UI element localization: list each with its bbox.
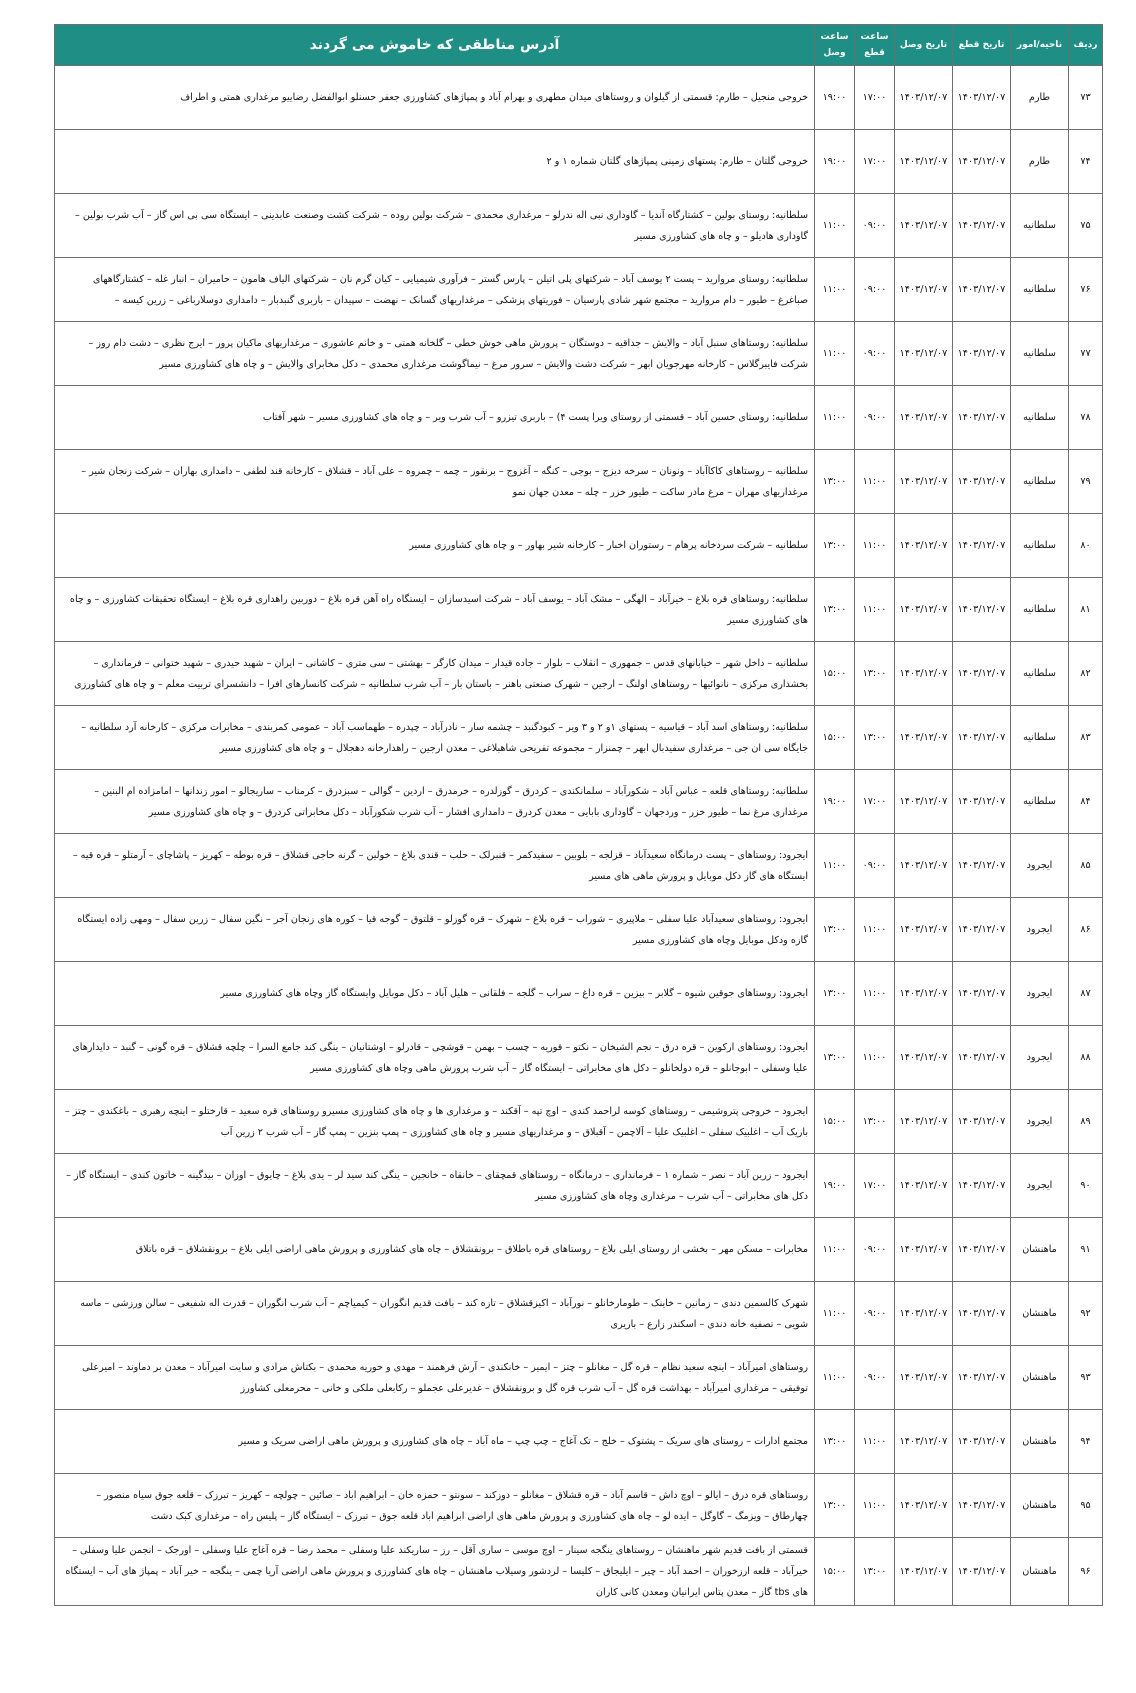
row-connect-time: ۱۳:۰۰ xyxy=(815,1026,855,1090)
row-cut-time: ۱۷:۰۰ xyxy=(855,770,895,834)
row-cut-time: ۰۹:۰۰ xyxy=(855,322,895,386)
row-cut-date: ۱۴۰۳/۱۲/۰۷ xyxy=(953,1090,1011,1154)
row-cut-date: ۱۴۰۳/۱۲/۰۷ xyxy=(953,1282,1011,1346)
row-cut-time: ۱۱:۰۰ xyxy=(855,1410,895,1474)
row-region: سلطانیه xyxy=(1011,514,1069,578)
row-number: ۸۲ xyxy=(1069,642,1103,706)
row-cut-date: ۱۴۰۳/۱۲/۰۷ xyxy=(953,1538,1011,1606)
row-number: ۸۸ xyxy=(1069,1026,1103,1090)
row-cut-date: ۱۴۰۳/۱۲/۰۷ xyxy=(953,706,1011,770)
row-cut-time: ۱۱:۰۰ xyxy=(855,514,895,578)
row-address: قسمتی از بافت قدیم شهر ماهنشان – روستاهای ینگجه سینار – اوچ موسی – ساری آقل – رز – ساریکند علیا وسفلی – محمد رضا – قره آغاج علیا وسفلی – اورجک – انجمن علیا وسفلی – خیرآباد – قلعه ارزخوران – احمد آباد – چیر – ایلیجاق – کلیسا – لردشور وسیلاب ماهنشان – چاه های کشاورزی و پرورش ماهی اراضی آریا چمی – ینگجه – خیر آباد – پمپاژ های آب – ایستگاه های tbs گاز – معدن پتاس ایرانیان ومعدن کانی کاران xyxy=(55,1538,815,1606)
row-number: ۹۵ xyxy=(1069,1474,1103,1538)
row-connect-time: ۱۳:۰۰ xyxy=(815,578,855,642)
row-connect-date: ۱۴۰۳/۱۲/۰۷ xyxy=(895,66,953,130)
row-connect-time: ۱۱:۰۰ xyxy=(815,258,855,322)
row-cut-date: ۱۴۰۳/۱۲/۰۷ xyxy=(953,450,1011,514)
row-number: ۷۳ xyxy=(1069,66,1103,130)
row-region: سلطانیه xyxy=(1011,450,1069,514)
row-connect-time: ۱۳:۰۰ xyxy=(815,962,855,1026)
table-row xyxy=(55,386,1103,450)
row-number: ۷۸ xyxy=(1069,386,1103,450)
row-connect-date: ۱۴۰۳/۱۲/۰۷ xyxy=(895,130,953,194)
row-number: ۹۱ xyxy=(1069,1218,1103,1282)
row-cut-time: ۱۳:۰۰ xyxy=(855,642,895,706)
row-address: سلطانیه: روستای بولین – کشتارگاه آندیا – گاوداری نبی اله ندرلو – مرغداری محمدی – شرکت بولین روده – شرکت کشت وصنعت عابدینی – ایستگاه سی بی اس گاز – آب شرب بولین – گاوداری هادیلو – و چاه های کشاورزی مسیر xyxy=(55,194,815,258)
table-row xyxy=(55,450,1103,514)
row-cut-date: ۱۴۰۳/۱۲/۰۷ xyxy=(953,770,1011,834)
row-connect-date: ۱۴۰۳/۱۲/۰۷ xyxy=(895,514,953,578)
row-connect-date: ۱۴۰۳/۱۲/۰۷ xyxy=(895,322,953,386)
row-address: سلطانیه: روستای مروارید – پست ۲ یوسف آباد – شرکتهای پلی اتیلن – پارس گستر – فرآوری شیمیایی – کیان گرم نان – شرکتهای الیاف هامون – حامیران – انبار غله – کشتارگاههای صباغرغ – طیور – دام مروارید – مجتمع شهر شادی پارسیان – فوریتهای پزشکی – مرغداریهای گسانک – نهضت – سپیدان – باربری گنبدبار – دامداری دوسلارباغی – زرین کیسه – xyxy=(55,258,815,322)
row-number: ۹۴ xyxy=(1069,1410,1103,1474)
row-cut-time: ۱۱:۰۰ xyxy=(855,962,895,1026)
row-address: سلطانیه – شرکت سردخانه پرهام – رستوران اخبار – کارخانه شیر بهاور – و چاه های کشاورزی مسیر xyxy=(55,514,815,578)
row-address: سلطانیه: روستاهای قلعه – عباس آباد – شکورآباد – سلمانکندی – کردرق – گوزلدره – خرمدرق – اردین – گوالی – سبزدرق – کرمناب – ساریجالو – امور زندانها – امامزاده ام البنین – مرغداری مرغ نما – طیور خزر – وردجهان – گاوداری بابایی – معدن کردرق – دامداری افشار – آب شرب شکورآباد – دکل مخابراتی کردرق – و چاه های کشاورزی مسیر xyxy=(55,770,815,834)
table-row xyxy=(55,258,1103,322)
outage-table xyxy=(54,24,1103,1606)
row-cut-time: ۰۹:۰۰ xyxy=(855,1282,895,1346)
row-region: ایجرود xyxy=(1011,1090,1069,1154)
row-cut-time: ۰۹:۰۰ xyxy=(855,194,895,258)
table-row xyxy=(55,770,1103,834)
table-row xyxy=(55,1538,1103,1606)
row-address: مجتمع ادارات – روستای های سریک – پشتوک – خلج – تک آغاج – چپ چپ – ماه آباد – چاه های کشاورزی و پرورش ماهی اراضی سریک و مسیر xyxy=(55,1410,815,1474)
row-cut-date: ۱۴۰۳/۱۲/۰۷ xyxy=(953,578,1011,642)
row-number: ۸۶ xyxy=(1069,898,1103,962)
row-connect-time: ۱۳:۰۰ xyxy=(815,1474,855,1538)
row-cut-date: ۱۴۰۳/۱۲/۰۷ xyxy=(953,1154,1011,1218)
table-row xyxy=(55,578,1103,642)
row-connect-date: ۱۴۰۳/۱۲/۰۷ xyxy=(895,1538,953,1606)
row-connect-time: ۱۱:۰۰ xyxy=(815,386,855,450)
row-cut-date: ۱۴۰۳/۱۲/۰۷ xyxy=(953,834,1011,898)
header-row-no: ردیف xyxy=(1069,25,1103,66)
table-row xyxy=(55,1410,1103,1474)
row-address: ایجرود – زرین آباد – نصر – شماره ۱ – فرمانداری – درمانگاه – روستاهای قمچقای – خانقاه – خانجین – ینگی کند سید لر – یدی بلاغ – چایوق – اوزان – بیدگینه – خاتون کندی – ایستگاه گاز – دکل های مخابراتی – آب شرب – مرغداری وچاه های کشاورزی مسیر xyxy=(55,1154,815,1218)
row-cut-time: ۱۳:۰۰ xyxy=(855,1538,895,1606)
header-region: ناحیه/امور xyxy=(1011,25,1069,66)
row-region: سلطانیه xyxy=(1011,642,1069,706)
row-region: طارم xyxy=(1011,66,1069,130)
row-connect-date: ۱۴۰۳/۱۲/۰۷ xyxy=(895,1474,953,1538)
row-address: سلطانیه: روستاهای قره بلاغ – خیرآباد – الهگی – مشک آباد – یوسف آباد – شرکت اسیدسازان – ایستگاه راه آهن قره بلاغ – دوربین راهداری قره بلاغ – ایستگاه تحقیقات کشاورزی – و چاه های کشاورزی مسیر xyxy=(55,578,815,642)
row-connect-time: ۱۵:۰۰ xyxy=(815,1090,855,1154)
row-number: ۷۴ xyxy=(1069,130,1103,194)
row-connect-date: ۱۴۰۳/۱۲/۰۷ xyxy=(895,898,953,962)
row-number: ۸۳ xyxy=(1069,706,1103,770)
outage-schedule xyxy=(54,24,1102,1606)
row-connect-time: ۱۹:۰۰ xyxy=(815,66,855,130)
row-cut-time: ۱۷:۰۰ xyxy=(855,130,895,194)
row-region: ماهنشان xyxy=(1011,1474,1069,1538)
row-address: سلطانیه: روستاهای سنبل آباد – والایش – جداقیه – دوستگان – پرورش ماهی خوش خطی – گلخانه همتی – و خانم عاشوری – مرغداریهای ماکیان پرور – ایرج نظری – دشت دام روز – شرکت فایبرگلاس – کارخانه مهرجویان ابهر – شرکت دشت والایش – سرور مرغ – نیماگوشت مرغداری محمدی – دکل مخابرای والایش – و چاه های کشاورزی مسیر xyxy=(55,322,815,386)
row-connect-date: ۱۴۰۳/۱۲/۰۷ xyxy=(895,258,953,322)
row-connect-date: ۱۴۰۳/۱۲/۰۷ xyxy=(895,834,953,898)
table-row xyxy=(55,642,1103,706)
row-address: سلطانیه – روستاهای کاکاآباد – ونونان – سرخه دیزج – بوجی – کنگه – آغزوج – برنقور – چمه – چمروه – علی آباد – قشلاق – کارخانه قند لطفی – دامداری بهاران – شرکت زنجان شیر – مرغداریهای مهران – مرغ مادر ساکت – طیور خزر – چله – معدن جهان نمو xyxy=(55,450,815,514)
row-connect-date: ۱۴۰۳/۱۲/۰۷ xyxy=(895,962,953,1026)
row-region: ماهنشان xyxy=(1011,1410,1069,1474)
row-number: ۹۳ xyxy=(1069,1346,1103,1410)
row-connect-date: ۱۴۰۳/۱۲/۰۷ xyxy=(895,1026,953,1090)
header-cut-date: تاریخ قطع xyxy=(953,25,1011,66)
row-connect-time: ۱۳:۰۰ xyxy=(815,898,855,962)
row-region: سلطانیه xyxy=(1011,258,1069,322)
row-cut-time: ۰۹:۰۰ xyxy=(855,258,895,322)
table-row xyxy=(55,130,1103,194)
row-cut-time: ۱۱:۰۰ xyxy=(855,1474,895,1538)
row-address: ایجرود: روستاهای – پست درمانگاه سعیدآباد – قزلجه – بلوبین – سفیدکمر – قنبرلک – حلب – قندی بلاغ – خولین – گرنه حاجی قشلاق – قره بوطه – کهریز – پاشاچای – آرمتلو – قره قیه – ایستگاه های گاز دکل موبایل و پرورش ماهی های مسیر xyxy=(55,834,815,898)
row-connect-time: ۱۵:۰۰ xyxy=(815,1538,855,1606)
row-cut-date: ۱۴۰۳/۱۲/۰۷ xyxy=(953,642,1011,706)
row-region: ماهنشان xyxy=(1011,1282,1069,1346)
row-connect-date: ۱۴۰۳/۱۲/۰۷ xyxy=(895,642,953,706)
row-region: سلطانیه xyxy=(1011,386,1069,450)
row-connect-time: ۱۵:۰۰ xyxy=(815,706,855,770)
row-address: شهرک کالسمین دندی – زمانین – خاینک – طومارخانلو – نورآباد – اکیزقشلاق – تازه کند – بافت قدیم انگوران – کیمیاچم – آب شرب انگوران – قدرت اله شفیعی – سالن ورزشی – ماسه شویی – تصفیه خانه دندی – اسکندر زارع – باریری xyxy=(55,1282,815,1346)
row-connect-date: ۱۴۰۳/۱۲/۰۷ xyxy=(895,1218,953,1282)
row-address: سلطانیه – داخل شهر – خیابانهای قدس – جمهوری – انقلاب – بلوار – جاده قیدار – میدان کارگر – بهشتی – سی متری – کاشانی – ایران – شهید حیدری – شهید ختوانی – فرمانداری – بخشداری مرکزی – نانوائیها – روستاهای اولنگ – ارجین – شهرک صنعتی باهنر – باستان بار – آب شرب سلطانیه – شرکت کانسارهای افرا – دانشسرای تربیت معلم – و چاه های کشاورزی xyxy=(55,642,815,706)
row-cut-date: ۱۴۰۳/۱۲/۰۷ xyxy=(953,1218,1011,1282)
row-cut-time: ۰۹:۰۰ xyxy=(855,1218,895,1282)
table-row xyxy=(55,1090,1103,1154)
row-connect-time: ۱۱:۰۰ xyxy=(815,194,855,258)
row-number: ۸۹ xyxy=(1069,1090,1103,1154)
row-connect-time: ۱۱:۰۰ xyxy=(815,834,855,898)
row-cut-time: ۱۷:۰۰ xyxy=(855,1154,895,1218)
row-cut-date: ۱۴۰۳/۱۲/۰۷ xyxy=(953,66,1011,130)
table-row xyxy=(55,1346,1103,1410)
table-row xyxy=(55,1474,1103,1538)
row-address: سلطانیه: روستاهای اسد آباد – قیاسیه – پستهای ۱و ۲ و ۳ ویر – کبودگنبد – چشمه سار – نادرآباد – چپدره – طهماسب آباد – عمومی کمربندی – مخابرات مرکزی – کارخانه آرد سلطانیه – جایگاه سی ان جی – مرغداری سفیدبال ابهر – چمنزار – مجموعه تفریحی شاهبلاغی – معدن ارجین – راهدارخانه دهجلال – و چاه های کشاورزی مسیر xyxy=(55,706,815,770)
row-number: ۸۰ xyxy=(1069,514,1103,578)
table-body xyxy=(55,66,1103,1606)
table-row xyxy=(55,66,1103,130)
table-row xyxy=(55,834,1103,898)
row-region: ماهنشان xyxy=(1011,1346,1069,1410)
row-connect-date: ۱۴۰۳/۱۲/۰۷ xyxy=(895,1282,953,1346)
row-cut-date: ۱۴۰۳/۱۲/۰۷ xyxy=(953,1474,1011,1538)
row-cut-time: ۰۹:۰۰ xyxy=(855,834,895,898)
row-region: سلطانیه xyxy=(1011,706,1069,770)
row-cut-time: ۱۱:۰۰ xyxy=(855,1026,895,1090)
row-region: ایجرود xyxy=(1011,898,1069,962)
header-address: آدرس مناطقی که خاموش می گردند xyxy=(55,25,815,66)
row-number: ۷۵ xyxy=(1069,194,1103,258)
row-address: سلطانیه: روستای حسین آباد – قسمتی از روستای ویرا پست ۴) – باربری تیزرو – آب شرب ویر – و چاه های کشاورزی مسیر – شهر آفتاب xyxy=(55,386,815,450)
row-cut-time: ۱۳:۰۰ xyxy=(855,706,895,770)
row-cut-date: ۱۴۰۳/۱۲/۰۷ xyxy=(953,1026,1011,1090)
row-connect-time: ۱۳:۰۰ xyxy=(815,450,855,514)
row-cut-time: ۰۹:۰۰ xyxy=(855,386,895,450)
row-connect-time: ۱۹:۰۰ xyxy=(815,770,855,834)
header-connect-date: تاریخ وصل xyxy=(895,25,953,66)
row-region: سلطانیه xyxy=(1011,770,1069,834)
row-address: ایجرود – خروجی پتروشیمی – روستاهای کوسه لراحمد کندی – اوچ تپه – آقکند – و مرغداری ها و چاه های کشاورزی مسیرو روستاهای قره سعید – قارختلو – اینچه رهبری – باغکندی – چتز – باریک آب – اغلبیک سفلی – اغلبیک علیا – آلاچمن – آقبلاق – و مرغداریهای مسیر و چاه های کشاورزی – پمپ بنزین – پمپ گاز – آب شرب ۲ زرین آب xyxy=(55,1090,815,1154)
row-cut-date: ۱۴۰۳/۱۲/۰۷ xyxy=(953,386,1011,450)
row-address: روستاهای قره درق – ایالو – اوچ داش – قاسم آباد – قره قشلاق – مغانلو – دوزکند – سونتو – حمزه خان – ابراهیم اباد – صائین – چولچه – کهریز – تبرزک – قلعه جوق سیاه منصور – چهارطاق – ویزمگ – گاوگل – ایده لو – چاه های کشاورزی و پرورش ماهی های اراضی ابراهیم اباد قلعه جوق – تبرزک – ایستگاه گاز – پلیس راه – مرغداری کبک دشت xyxy=(55,1474,815,1538)
row-connect-time: ۱۵:۰۰ xyxy=(815,642,855,706)
table-row xyxy=(55,1218,1103,1282)
row-region: سلطانیه xyxy=(1011,578,1069,642)
row-connect-time: ۱۱:۰۰ xyxy=(815,1218,855,1282)
row-connect-time: ۱۹:۰۰ xyxy=(815,130,855,194)
row-cut-date: ۱۴۰۳/۱۲/۰۷ xyxy=(953,1346,1011,1410)
row-connect-date: ۱۴۰۳/۱۲/۰۷ xyxy=(895,194,953,258)
row-cut-time: ۰۹:۰۰ xyxy=(855,1346,895,1410)
row-cut-time: ۱۱:۰۰ xyxy=(855,450,895,514)
table-row xyxy=(55,514,1103,578)
table-row xyxy=(55,194,1103,258)
table-row xyxy=(55,1026,1103,1090)
row-address: خروجی منجیل – طارم: قسمتی از گیلوان و روستاهای میدان مطهری و بهرام آباد و پمپاژهای کشاورزی جعفر حسنلو ابوالفضل رضاییو مرغداری همتی و اطراف xyxy=(55,66,815,130)
row-address: ایجرود: روستاهای ارکوین – قره درق – نجم الشیخان – نکتو – قوریه – چسب – بهمن – قوشچی – قادرلو – اوشتانیان – ینگی کند جامع السرا – چلچه قشلاق – قره گونی – گنبد – دایدارهای علیا وسفلی – ابوجانلو – قره دولخانلو – دکل های مخابراتی – ایستگاه گاز – آب شرب پرورش ماهی وچاه های کشاورزی مسیر xyxy=(55,1026,815,1090)
row-connect-date: ۱۴۰۳/۱۲/۰۷ xyxy=(895,578,953,642)
row-region: سلطانیه xyxy=(1011,194,1069,258)
row-region: سلطانیه xyxy=(1011,322,1069,386)
table-row xyxy=(55,962,1103,1026)
row-connect-date: ۱۴۰۳/۱۲/۰۷ xyxy=(895,1410,953,1474)
row-cut-time: ۱۱:۰۰ xyxy=(855,898,895,962)
table-row xyxy=(55,898,1103,962)
header-connect-time: ساعت وصل xyxy=(815,25,855,66)
row-cut-date: ۱۴۰۳/۱۲/۰۷ xyxy=(953,962,1011,1026)
row-address: روستاهای امیرآباد – اینچه سعید نظام – قره گل – مغانلو – چتز – ایمیر – خانکندی – آرش فرهمند – مهدی و حوریه محمدی – بکتاش مرادی و سایت امیرآباد – معدن بر دماوند – امیرعلی توفیقی – مرغداری امیرآباد – بهداشت قره گل – آب شرب قره گل و برونقشلاق – غدیرعلی عجملو – رکابعلی ملکی و خانی – محرمعلی کشاورز xyxy=(55,1346,815,1410)
row-connect-time: ۱۳:۰۰ xyxy=(815,1410,855,1474)
row-cut-time: ۱۷:۰۰ xyxy=(855,66,895,130)
row-region: ایجرود xyxy=(1011,1154,1069,1218)
row-region: ایجرود xyxy=(1011,834,1069,898)
row-number: ۷۷ xyxy=(1069,322,1103,386)
row-address: ایجرود: روستاهای سعیدآباد علیا سفلی – ملاپیری – شوراب – قره بلاغ – شهرک – قره گوزلو – قلتوق – گوجه قیا – کوره های زنجان آجر – نگین سفال – زرین سفال – ومهی زاده ایستگاه گازه ودکل موبایل وچاه های کشاورزی مسیر xyxy=(55,898,815,962)
row-region: ایجرود xyxy=(1011,1026,1069,1090)
row-cut-date: ۱۴۰۳/۱۲/۰۷ xyxy=(953,1410,1011,1474)
table-row xyxy=(55,706,1103,770)
row-cut-date: ۱۴۰۳/۱۲/۰۷ xyxy=(953,130,1011,194)
row-connect-time: ۱۱:۰۰ xyxy=(815,1282,855,1346)
row-cut-date: ۱۴۰۳/۱۲/۰۷ xyxy=(953,194,1011,258)
row-cut-date: ۱۴۰۳/۱۲/۰۷ xyxy=(953,258,1011,322)
row-connect-time: ۱۹:۰۰ xyxy=(815,1154,855,1218)
row-number: ۸۴ xyxy=(1069,770,1103,834)
table-row xyxy=(55,322,1103,386)
row-connect-date: ۱۴۰۳/۱۲/۰۷ xyxy=(895,706,953,770)
row-number: ۹۲ xyxy=(1069,1282,1103,1346)
row-address: خروجی گلتان – طارم: پستهای زمینی پمپاژهای گلتان شماره ۱ و ۲ xyxy=(55,130,815,194)
row-cut-time: ۱۳:۰۰ xyxy=(855,1090,895,1154)
row-connect-date: ۱۴۰۳/۱۲/۰۷ xyxy=(895,770,953,834)
row-connect-date: ۱۴۰۳/۱۲/۰۷ xyxy=(895,386,953,450)
row-number: ۹۶ xyxy=(1069,1538,1103,1606)
row-number: ۸۷ xyxy=(1069,962,1103,1026)
row-cut-date: ۱۴۰۳/۱۲/۰۷ xyxy=(953,322,1011,386)
table-row xyxy=(55,1154,1103,1218)
row-connect-time: ۱۱:۰۰ xyxy=(815,322,855,386)
table-header-row xyxy=(55,25,1103,66)
row-cut-date: ۱۴۰۳/۱۲/۰۷ xyxy=(953,898,1011,962)
row-connect-time: ۱۱:۰۰ xyxy=(815,1346,855,1410)
row-connect-date: ۱۴۰۳/۱۲/۰۷ xyxy=(895,1346,953,1410)
row-connect-date: ۱۴۰۳/۱۲/۰۷ xyxy=(895,1090,953,1154)
row-region: طارم xyxy=(1011,130,1069,194)
row-region: ماهنشان xyxy=(1011,1538,1069,1606)
row-address: ایجرود: روستاهای جوقین شیوه – گلابر – بیزین – قره داغ – سراب – گلجه – فلقانی – هلیل آباد – دکل موبایل وایستگاه گاز وچاه های کشاورزی مسیر xyxy=(55,962,815,1026)
row-connect-date: ۱۴۰۳/۱۲/۰۷ xyxy=(895,450,953,514)
row-number: ۹۰ xyxy=(1069,1154,1103,1218)
row-number: ۷۶ xyxy=(1069,258,1103,322)
row-connect-date: ۱۴۰۳/۱۲/۰۷ xyxy=(895,1154,953,1218)
row-address: مخابرات – مسکن مهر – بخشی از روستای ایلی بلاغ – روستاهای قره باطلاق – برونقشلاق – چاه های کشاورزی و پرورش ماهی اراضی ایلی بلاغ – برونقشلاق – قره باتلاق xyxy=(55,1218,815,1282)
row-region: ماهنشان xyxy=(1011,1218,1069,1282)
row-number: ۸۱ xyxy=(1069,578,1103,642)
row-region: ایجرود xyxy=(1011,962,1069,1026)
header-cut-time: ساعت قطع xyxy=(855,25,895,66)
row-number: ۷۹ xyxy=(1069,450,1103,514)
row-cut-time: ۱۱:۰۰ xyxy=(855,578,895,642)
row-cut-date: ۱۴۰۳/۱۲/۰۷ xyxy=(953,514,1011,578)
row-number: ۸۵ xyxy=(1069,834,1103,898)
table-row xyxy=(55,1282,1103,1346)
row-connect-time: ۱۳:۰۰ xyxy=(815,514,855,578)
